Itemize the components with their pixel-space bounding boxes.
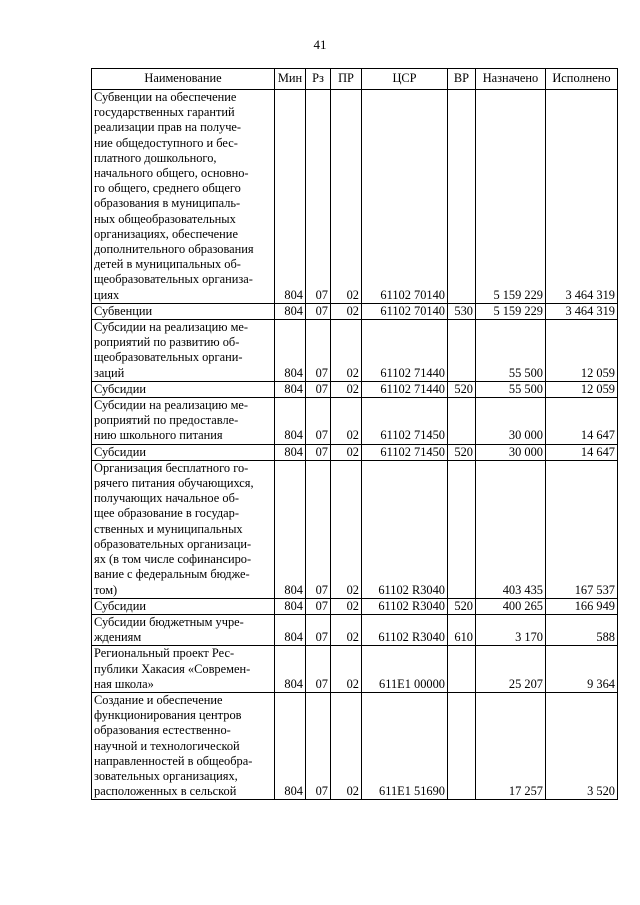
cell-rz: 07 [306,692,331,799]
table-row [92,90,618,304]
cell-min: 804 [275,614,306,645]
header-name: Наименование [92,69,275,90]
cell-name: Организация бесплатного го- рячего питания обучающихся, получающих начальное об- щее образование в государ- ственных и муниципальных образовательных организаци- ях (в том числе софинансиро- вание с федеральным бюдже- том) [92,460,275,598]
cell-name: Субсидии на реализацию ме- роприятий по развитию об- щеобразовательных органи- заций [92,320,275,382]
cell-csr: 611E1 51690 [362,692,448,799]
table-row [92,398,618,445]
cell-vr [448,460,476,598]
table-row [92,614,618,645]
cell-assigned: 5 159 229 [476,90,546,304]
cell-name: Создание и обеспечение функционирования центров образования естественно- научной и технологической направленностей в общеобра- зовательных организациях, расположенных в сельской [92,692,275,799]
cell-assigned: 55 500 [476,381,546,397]
cell-min: 804 [275,398,306,445]
cell-csr: 61102 R3040 [362,460,448,598]
cell-pr: 02 [331,303,362,319]
cell-pr: 02 [331,381,362,397]
table-row [92,692,618,799]
cell-pr: 02 [331,320,362,382]
cell-min: 804 [275,320,306,382]
cell-min: 804 [275,646,306,693]
table-row [92,598,618,614]
cell-name: Субсидии [92,444,275,460]
header-executed: Исполнено [546,69,618,90]
cell-min: 804 [275,460,306,598]
cell-executed: 588 [546,614,618,645]
table-row [92,444,618,460]
cell-rz: 07 [306,381,331,397]
cell-name: Субсидии [92,381,275,397]
cell-name: Субвенции [92,303,275,319]
cell-executed: 9 364 [546,646,618,693]
cell-assigned: 25 207 [476,646,546,693]
cell-assigned: 400 265 [476,598,546,614]
cell-rz: 07 [306,320,331,382]
table-row [92,303,618,319]
cell-csr: 61102 70140 [362,90,448,304]
cell-csr: 61102 71440 [362,320,448,382]
cell-csr: 61102 71440 [362,381,448,397]
cell-rz: 07 [306,598,331,614]
header-min: Мин [275,69,306,90]
cell-assigned: 30 000 [476,444,546,460]
cell-executed: 3 464 319 [546,90,618,304]
cell-executed: 14 647 [546,398,618,445]
cell-rz: 07 [306,90,331,304]
cell-executed: 12 059 [546,381,618,397]
cell-csr: 61102 71450 [362,444,448,460]
cell-rz: 07 [306,303,331,319]
table-row [92,381,618,397]
cell-executed: 12 059 [546,320,618,382]
cell-name: Субвенции на обеспечение государственных гарантий реализации прав на получе- ние общедоступного и бес- платного дошкольного, начального общего, основно- го общего, среднего общего образования в муниципаль- ных общеобразовательных организациях, обеспечение дополнительного образования детей в муниципальных об- щеобразовательных организа- циях [92,90,275,304]
cell-min: 804 [275,444,306,460]
cell-csr: 611E1 00000 [362,646,448,693]
budget-table [91,68,618,800]
cell-name: Региональный проект Рес- публики Хакасия «Современ- ная школа» [92,646,275,693]
cell-min: 804 [275,303,306,319]
cell-assigned: 403 435 [476,460,546,598]
cell-min: 804 [275,598,306,614]
cell-assigned: 55 500 [476,320,546,382]
cell-executed: 167 537 [546,460,618,598]
cell-vr [448,646,476,693]
header-pr: ПР [331,69,362,90]
header-vr: ВР [448,69,476,90]
cell-pr: 02 [331,598,362,614]
cell-vr: 610 [448,614,476,645]
cell-vr: 520 [448,381,476,397]
cell-pr: 02 [331,692,362,799]
cell-rz: 07 [306,460,331,598]
cell-name: Субсидии бюджетным учре- ждениям [92,614,275,645]
cell-vr: 520 [448,598,476,614]
cell-executed: 14 647 [546,444,618,460]
page-number: 41 [313,37,327,52]
header-row [92,69,618,90]
cell-min: 804 [275,381,306,397]
cell-executed: 3 464 319 [546,303,618,319]
cell-min: 804 [275,90,306,304]
cell-assigned: 17 257 [476,692,546,799]
cell-executed: 3 520 [546,692,618,799]
cell-pr: 02 [331,646,362,693]
header-rz: Рз [306,69,331,90]
cell-assigned: 30 000 [476,398,546,445]
cell-assigned: 3 170 [476,614,546,645]
cell-rz: 07 [306,444,331,460]
cell-rz: 07 [306,398,331,445]
cell-vr [448,320,476,382]
table-row [92,460,618,598]
header-csr: ЦСР [362,69,448,90]
cell-vr: 520 [448,444,476,460]
cell-name: Субсидии на реализацию ме- роприятий по предоставле- нию школьного питания [92,398,275,445]
header-assigned: Назначено [476,69,546,90]
cell-pr: 02 [331,460,362,598]
cell-pr: 02 [331,90,362,304]
cell-vr [448,90,476,304]
cell-rz: 07 [306,646,331,693]
cell-assigned: 5 159 229 [476,303,546,319]
cell-executed: 166 949 [546,598,618,614]
cell-vr [448,398,476,445]
table-row [92,646,618,693]
cell-rz: 07 [306,614,331,645]
cell-pr: 02 [331,614,362,645]
table-row [92,320,618,382]
cell-min: 804 [275,692,306,799]
cell-csr: 61102 R3040 [362,614,448,645]
cell-pr: 02 [331,398,362,445]
cell-csr: 61102 R3040 [362,598,448,614]
cell-csr: 61102 70140 [362,303,448,319]
table-body [92,90,618,800]
cell-vr [448,692,476,799]
cell-csr: 61102 71450 [362,398,448,445]
cell-pr: 02 [331,444,362,460]
cell-name: Субсидии [92,598,275,614]
cell-vr: 530 [448,303,476,319]
